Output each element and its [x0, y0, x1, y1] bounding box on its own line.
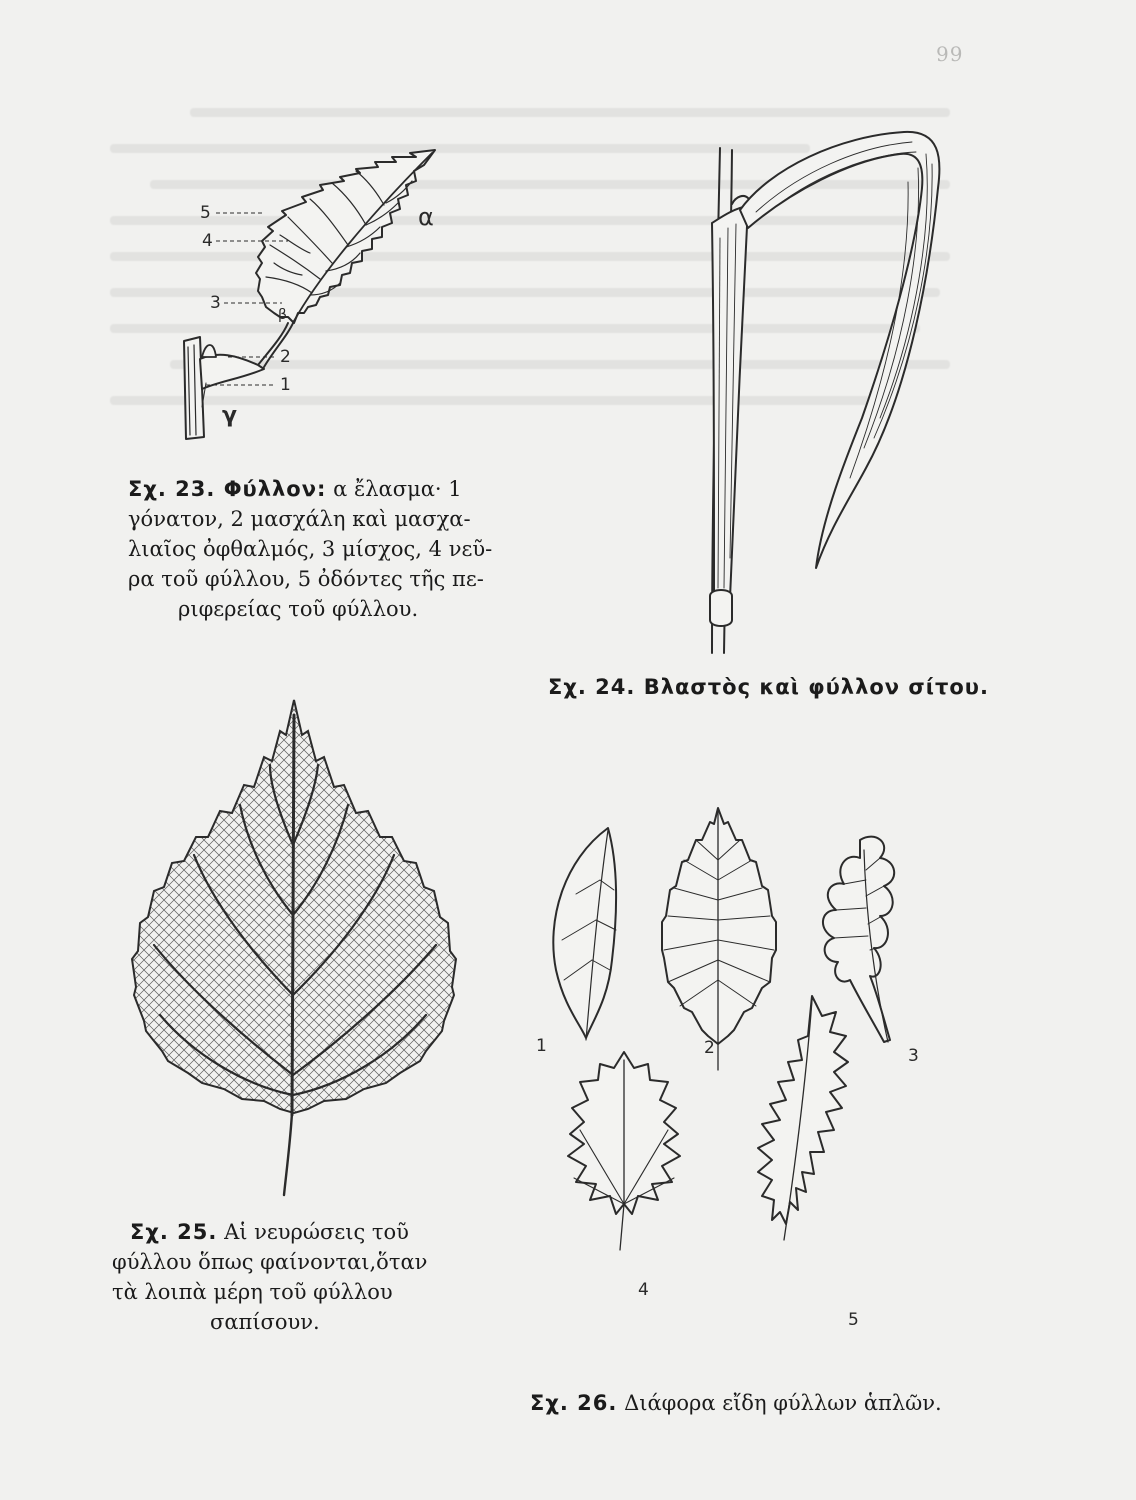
caption-line: λιαῖος ὀφθαλμός, 3 μίσχος, 4 νεῦ- — [128, 537, 493, 561]
figure-25-poplar-veins — [124, 695, 464, 1200]
figure-26-simple-leaf-types — [500, 800, 970, 1380]
label-leaf-5: 5 — [848, 1310, 859, 1330]
label-alpha: α — [418, 203, 434, 231]
wheat-stem-illustration — [690, 128, 980, 658]
simple-leaves-illustration — [500, 800, 970, 1380]
label-leaf-4: 4 — [638, 1280, 649, 1300]
caption-line: φύλλου ὅπως φαίνονται,ὅταν — [112, 1250, 428, 1274]
label-leaf-1: 1 — [536, 1036, 547, 1056]
leaf-4-palmate — [568, 1052, 680, 1250]
figure-23-leaf-parts — [170, 145, 450, 445]
caption-line: Σχ. 26. Διάφορα εἴδη φύλλων ἁπλῶν. — [530, 1391, 942, 1415]
caption-line: ριφερείας τοῦ φύλλου. — [178, 597, 419, 621]
label-2: 2 — [280, 347, 291, 367]
caption-line: ρα τοῦ φύλλου, 5 ὀδόντες τῆς πε- — [128, 567, 484, 591]
caption-line: Σχ. 24. Βλαστὸς καὶ φύλλον σίτου. — [548, 675, 989, 699]
leaf-2-serrate — [662, 808, 776, 1070]
label-leaf-2: 2 — [704, 1038, 715, 1058]
label-5: 5 — [200, 203, 211, 223]
figure-24-wheat-stem — [690, 128, 980, 658]
figure-26-caption — [530, 1388, 980, 1418]
caption-line: σαπίσουν. — [210, 1310, 320, 1334]
vein-skeleton-illustration — [124, 695, 464, 1200]
figure-25-caption — [112, 1217, 430, 1337]
page-number: 99 — [936, 42, 964, 66]
figure-24-caption — [548, 672, 988, 702]
label-4: 4 — [202, 231, 213, 251]
caption-line: γόνατον, 2 μασχάλη καὶ μασχα- — [128, 507, 471, 531]
label-1: 1 — [280, 375, 291, 395]
leaf-3-lobed — [823, 837, 894, 1042]
label-3: 3 — [210, 293, 221, 313]
figure-23-caption — [128, 474, 493, 624]
leader-lines — [170, 145, 450, 445]
caption-line: Σχ. 25. Αἱ νευρώσεις τοῦ — [130, 1220, 409, 1244]
caption-line: Σχ. 23. Φύλλον: α ἔλασμα· 1 — [128, 477, 462, 501]
leaf-5-runcinate — [758, 996, 848, 1240]
label-beta: β — [278, 307, 287, 323]
label-leaf-3: 3 — [908, 1046, 919, 1066]
caption-line: τὰ λοιπὰ μέρη τοῦ φύλλου — [112, 1280, 393, 1304]
label-gamma: γ — [222, 403, 237, 428]
leaf-1-entire — [553, 828, 616, 1040]
